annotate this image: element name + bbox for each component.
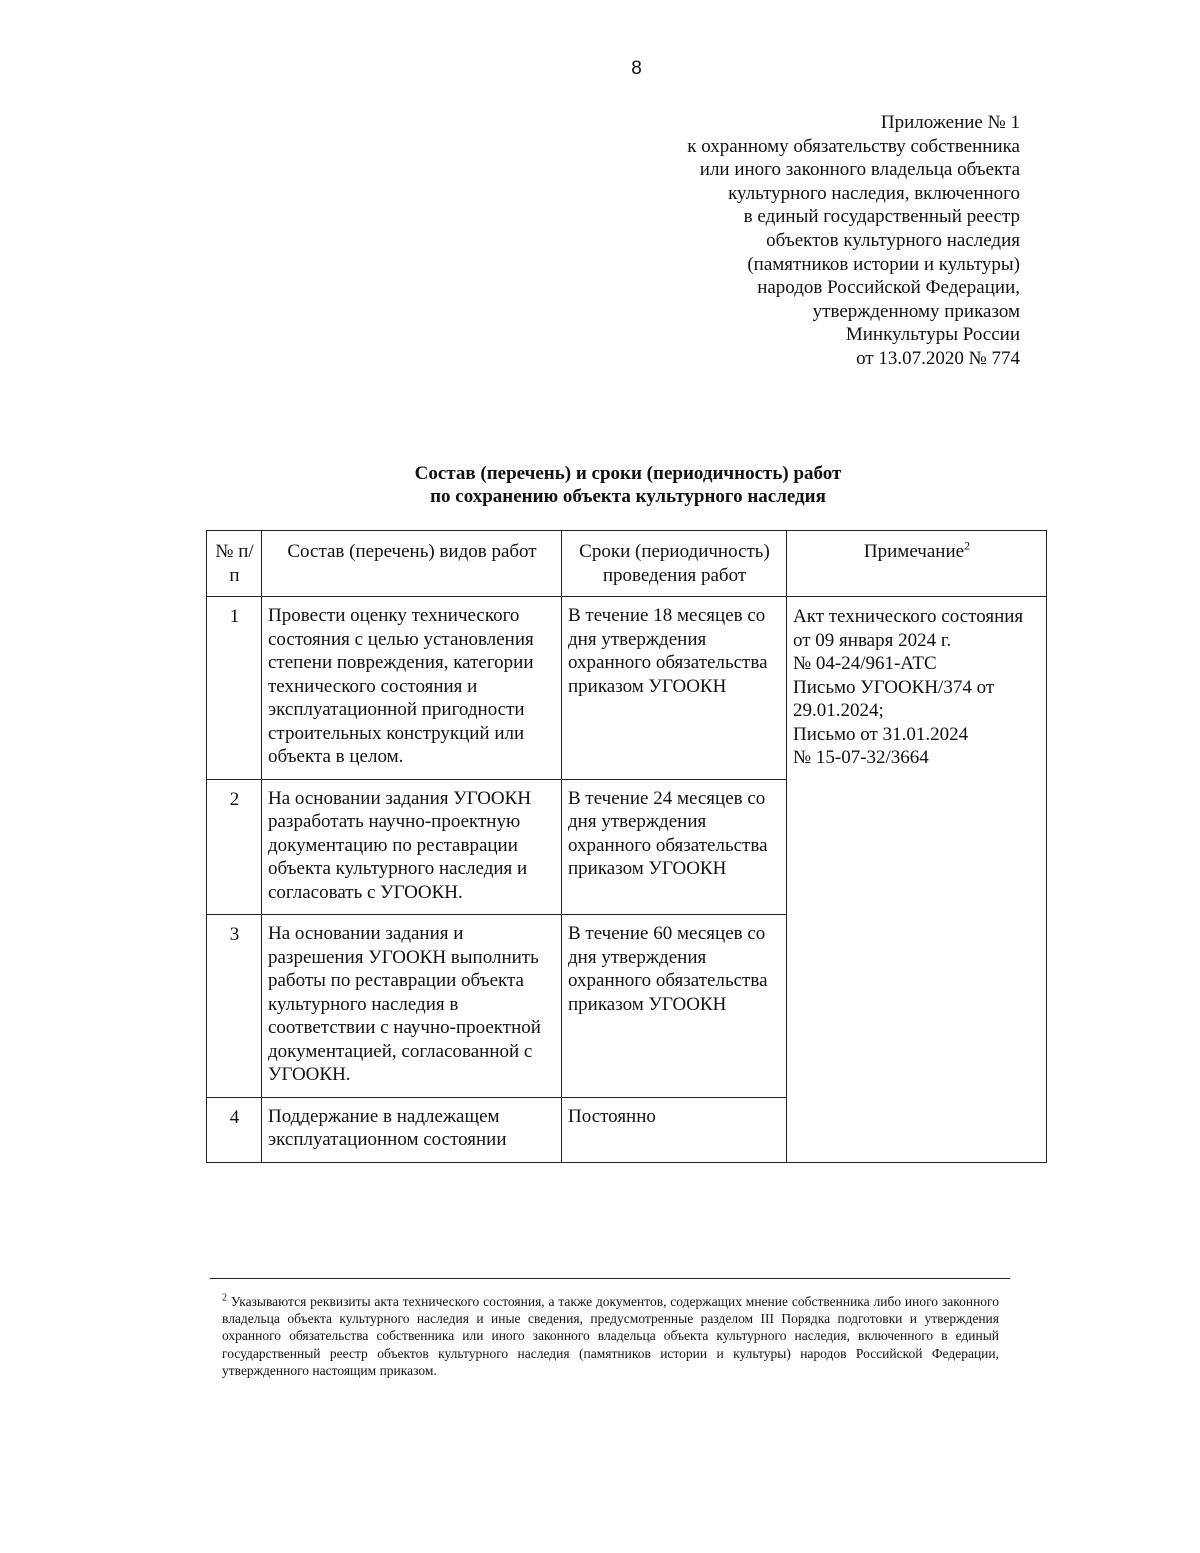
appendix-line: объектов культурного наследия <box>766 229 1020 251</box>
row-number: 3 <box>207 915 262 1098</box>
note-line: от 09 января 2024 г. <box>793 629 952 651</box>
row-number: 1 <box>207 597 262 780</box>
document-title <box>0 462 1200 508</box>
footnote-marker: 2 <box>222 1292 227 1304</box>
footnote <box>222 1293 999 1379</box>
note-line: Письмо УГООКН/374 от <box>793 676 995 698</box>
page-number: 8 <box>631 58 642 79</box>
title-line-2: по сохранению объекта культурного наследия <box>430 486 826 507</box>
note-line: Письмо от 31.01.2024 <box>793 723 969 745</box>
header-number: № п/п <box>207 531 262 597</box>
appendix-line: народов Российской Федерации, <box>757 277 1020 299</box>
header-note-footnote-marker: 2 <box>964 538 971 553</box>
row-terms: В течение 18 месяцев со дня утверждения охранного обязательства приказом УГООКН <box>562 597 787 780</box>
note-line: № 15-07-32/3664 <box>793 747 929 768</box>
note-cell <box>787 597 1047 1163</box>
footnote-text: Указываются реквизиты акта технического состояния, а также документов, содержащих мнение собственника либо иного законного владельца объекта культурного наследия и иные сведения, предусмотренные разделом III Порядка подготовки и утверждения охранного обязательства собственника или иного законного владельца объекта культурного наследия, включенного в единый государственный реестр объектов культурного наследия (памятников истории и культуры) народов Российской Федерации, утвержденного настоящим приказом. <box>222 1294 999 1378</box>
header-works: Состав (перечень) видов работ <box>262 531 562 597</box>
footnote-separator <box>210 1278 1010 1279</box>
works-table <box>206 530 1047 1163</box>
appendix-line: утвержденному приказом <box>812 300 1020 322</box>
row-number: 4 <box>207 1097 262 1162</box>
note-line: 29.01.2024; <box>793 700 884 721</box>
row-works: Поддержание в надлежащем эксплуатационном состоянии <box>262 1097 562 1162</box>
row-number: 2 <box>207 779 262 915</box>
header-note <box>787 531 1047 597</box>
appendix-line: Приложение № 1 <box>880 112 1020 133</box>
note-line: Акт технического состояния <box>793 606 1024 627</box>
row-terms: Постоянно <box>562 1097 787 1162</box>
header-terms: Сроки (периодичность) проведения работ <box>562 531 787 597</box>
appendix-line: или иного законного владельца объекта <box>699 159 1020 181</box>
appendix-header <box>687 111 1020 371</box>
header-note-label: Примечание <box>863 541 965 562</box>
row-works: На основании задания и разрешения УГООКН выполнить работы по реставрации объекта культурного наследия в соответствии с научно-проектной документацией, согласованной с УГООКН. <box>262 915 562 1098</box>
appendix-line: Минкультуры России <box>845 324 1020 346</box>
appendix-line: к охранному обязательству собственника <box>687 135 1020 157</box>
row-terms: В течение 24 месяцев со дня утверждения охранного обязательства приказом УГООКН <box>562 779 787 915</box>
row-terms: В течение 60 месяцев со дня утверждения охранного обязательства приказом УГООКН <box>562 915 787 1098</box>
appendix-line: от 13.07.2020 № 774 <box>856 347 1020 369</box>
appendix-line: (памятников истории и культуры) <box>747 253 1020 275</box>
row-works: Провести оценку технического состояния с целью установления степени повреждения, категории технического состояния и эксплуатационной пригодности строительных конструкций или объекта в целом. <box>262 597 562 780</box>
table-row <box>207 597 1047 780</box>
appendix-line: в единый государственный реестр <box>743 206 1020 228</box>
note-line: № 04-24/961-АТС <box>793 653 937 674</box>
row-works: На основании задания УГООКН разработать научно-проектную документацию по реставрации объекта культурного наследия и согласовать с УГООКН. <box>262 779 562 915</box>
title-line-1: Состав (перечень) и сроки (периодичность) работ <box>414 463 842 484</box>
appendix-line: культурного наследия, включенного <box>728 182 1020 204</box>
table-header-row <box>207 531 1047 597</box>
